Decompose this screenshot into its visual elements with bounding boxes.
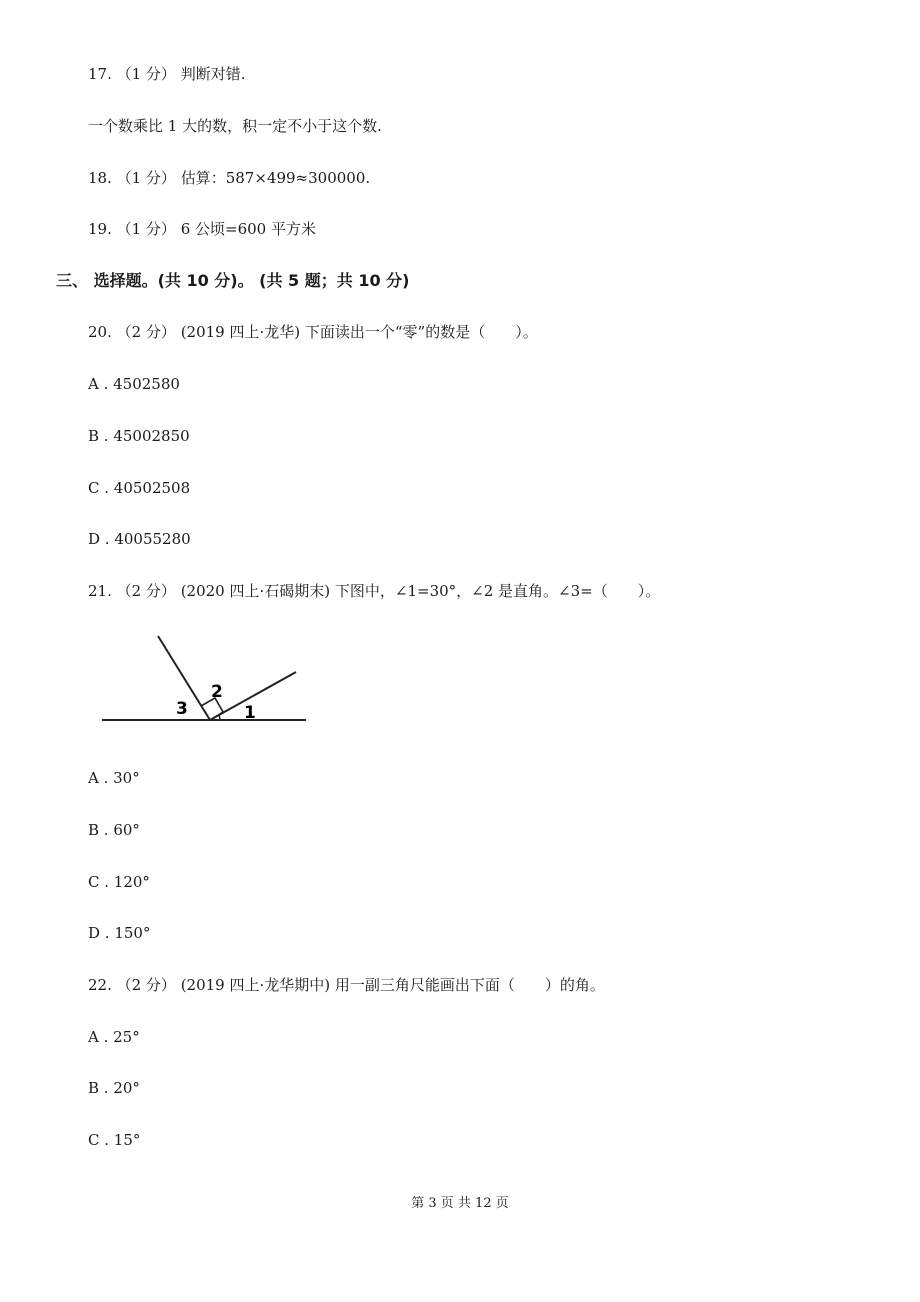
question-21-option-b: B . 60°: [88, 821, 140, 839]
question-18: 18. （1 分） 估算：587×499≈300000.: [88, 169, 371, 187]
angle-3-label: 3: [176, 699, 188, 719]
question-20: 20. （2 分） (2019 四上·龙华) 下面读出一个“零”的数是（ ）。: [88, 323, 538, 341]
question-20-option-d: D . 40055280: [88, 530, 191, 548]
angle-diagram: [98, 630, 308, 730]
question-22-option-a: A . 25°: [88, 1028, 140, 1046]
question-21: 21. （2 分） (2020 四上·石碣期末) 下图中，∠1=30°，∠2 是直角。∠3=（ ）。: [88, 582, 661, 600]
question-21-option-d: D . 150°: [88, 924, 151, 942]
question-22-option-c: C . 15°: [88, 1131, 141, 1149]
question-20-option-b: B . 45002850: [88, 427, 190, 445]
page-footer: 第 3 页 共 12 页: [411, 1196, 509, 1211]
question-21-option-a: A . 30°: [88, 769, 140, 787]
question-19: 19. （1 分） 6 公顷=600 平方米: [88, 220, 316, 238]
question-21-option-c: C . 120°: [88, 873, 150, 891]
angle-1-label: 1: [244, 703, 256, 723]
question-17: 17. （1 分） 判断对错.: [88, 65, 246, 83]
question-20-option-c: C . 40502508: [88, 479, 191, 497]
section-3-heading: 三、 选择题。(共 10 分)。 (共 5 题；共 10 分): [56, 271, 410, 290]
question-17-statement: 一个数乘比 1 大的数，积一定不小于这个数.: [88, 117, 382, 135]
question-22: 22. （2 分） (2019 四上·龙华期中) 用一副三角尺能画出下面（ ）的角。: [88, 976, 605, 994]
angle-2-label: 2: [211, 682, 223, 702]
question-20-option-a: A . 4502580: [88, 375, 180, 393]
question-22-option-b: B . 20°: [88, 1079, 140, 1097]
